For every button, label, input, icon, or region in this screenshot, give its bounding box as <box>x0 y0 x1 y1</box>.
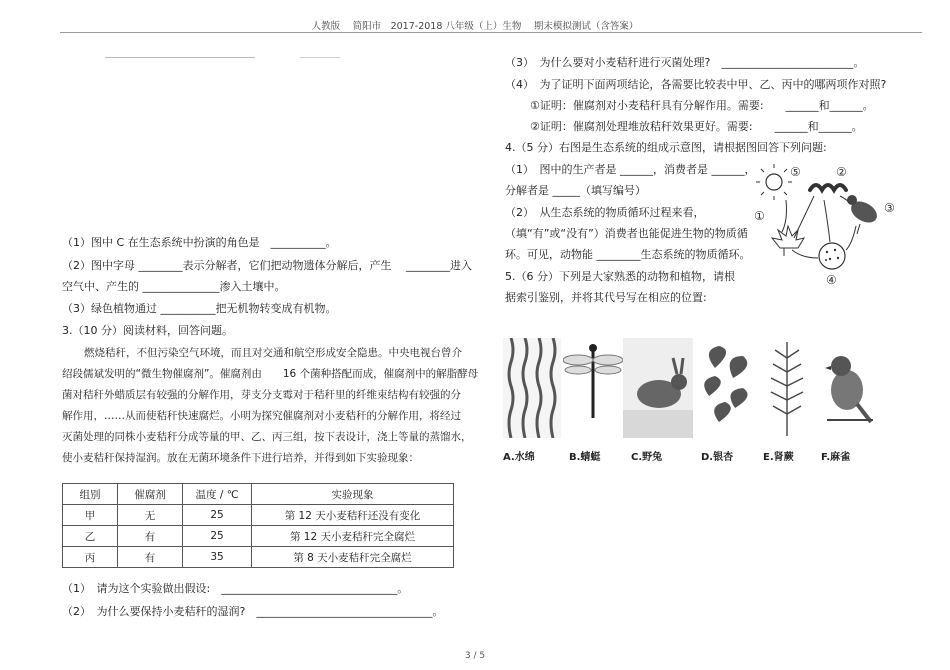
faint-line <box>300 57 340 58</box>
question-3-3: （3） 为什么要对小麦秸秆进行灭菌处理? ________________________。 <box>505 56 865 69</box>
passage-line: 绍段儒斌发明的“微生物催腐剂”。催腐剂由 16 个菌种搭配而成，催腐剂中的解脂酵母 <box>62 368 479 380</box>
faint-line <box>105 57 255 58</box>
question-3-2: （2） 为什么要保持小麦秸秆的湿润? ________________________________。 <box>62 605 444 618</box>
passage-line: 解作用，……从而使秸秆快速腐烂。小明为探究催腐剂对小麦秸秆的分解作用，将经过 <box>62 410 461 422</box>
ecosystem-diagram <box>752 160 902 290</box>
question-2-3: （3）绿色植物通过 __________把无机物转变成有机物。 <box>62 302 337 315</box>
experiment-table <box>62 483 454 568</box>
page-header: 人教版 简阳市 2017-2018 八年级（上）生物 期末模拟测试（含答案） <box>311 21 639 32</box>
dragonfly-image <box>563 338 623 438</box>
header-rule <box>60 32 922 33</box>
question-4-2-cont: （填“有”或“没有”）消费者也能促进生物的物质循 <box>505 227 748 240</box>
diagram-label-3: ③ <box>884 201 895 215</box>
bird-icon <box>847 195 881 234</box>
diagram-label-1: ① <box>754 209 765 223</box>
fern-image <box>759 338 815 438</box>
page-number: 3 / 5 <box>464 651 486 661</box>
passage-line: 菌对秸秆外蜡质层有较强的分解作用，芽支分支霉对于秸秆里的纤维束结构有较强的分 <box>62 389 461 401</box>
table-cell: 无 <box>118 505 183 526</box>
plant-icon <box>772 226 804 256</box>
sun-icon <box>756 164 792 200</box>
question-5-cont: 据索引鉴别，并将其代号写在相应的位置: <box>505 291 707 304</box>
table-cell: 第 12 天小麦秸秆完全腐烂 <box>252 526 454 547</box>
question-3-4: （4） 为了证明下面两项结论，各需要比较表中甲、乙、丙中的哪两项作对照? <box>505 78 887 91</box>
proof-1: ①证明：催腐剂对小麦秸秆具有分解作用。需要: ______和______。 <box>530 99 874 112</box>
table-cell: 25 <box>183 526 252 547</box>
sparrow-image <box>817 338 875 438</box>
spirogyra-image <box>503 338 561 438</box>
table-cell: 乙 <box>63 526 118 547</box>
caption-c: C.野兔 <box>631 452 663 463</box>
table-cell: 有 <box>118 547 183 568</box>
organism-photos <box>503 338 875 464</box>
ginkgo-image <box>695 338 755 438</box>
passage-line: 使小麦秸秆保持湿润。放在无菌环境条件下进行培养，并得到如下实验现象： <box>62 452 419 464</box>
diagram-label-2: ② <box>836 165 847 179</box>
table-cell: 第 12 天小麦秸秆还没有变化 <box>252 505 454 526</box>
table-cell: 有 <box>118 526 183 547</box>
question-2-1: （1）图中 C 在生态系统中扮演的角色是 __________。 <box>62 236 337 249</box>
table-header-row <box>63 484 454 505</box>
table-header: 组别 <box>63 484 118 505</box>
table-header: 实验现象 <box>252 484 454 505</box>
table-row <box>63 505 454 526</box>
table-row <box>63 526 454 547</box>
caption-d: D.银杏 <box>701 452 734 463</box>
question-3-title: 3.（10 分）阅读材料，回答问题。 <box>62 324 233 337</box>
question-2-2-cont: 空气中、产生的 ______________渗入土壤中。 <box>62 280 286 293</box>
caption-e: E.肾蕨 <box>763 452 794 463</box>
cycle-arrows <box>782 196 856 258</box>
passage-line: 燃烧秸秆，不但污染空气环境，而且对交通和航空形成安全隐患。中央电视台曾介 <box>84 347 462 359</box>
caption-a: A.水绵 <box>503 452 535 463</box>
hare-image <box>623 338 693 438</box>
question-4-2: （2） 从生态系统的物质循环过程来看， <box>505 206 705 219</box>
caterpillar-icon <box>810 185 846 190</box>
decomposer-icon <box>819 243 845 269</box>
table-header: 催腐剂 <box>118 484 183 505</box>
caption-b: B.蜻蜓 <box>569 452 601 463</box>
diagram-label-4: ④ <box>826 273 837 287</box>
proof-2: ②证明：催腐剂处理堆放秸秆效果更好。需要: ______和______。 <box>530 120 863 133</box>
question-3-1: （1） 请为这个实验做出假设: ________________________________。 <box>62 582 409 595</box>
table-cell: 丙 <box>63 547 118 568</box>
table-cell: 35 <box>183 547 252 568</box>
question-4-2-cont2: 环。可见，动物能 ________生态系统的物质循环。 <box>505 248 751 261</box>
question-4-1: （1） 图中的生产者是 ______，消费者是 ______， <box>505 163 756 176</box>
table-cell: 第 8 天小麦秸秆完全腐烂 <box>252 547 454 568</box>
table-row <box>63 547 454 568</box>
table-cell: 甲 <box>63 505 118 526</box>
question-4-1-cont: 分解者是 _____（填写编号） <box>505 184 646 197</box>
question-4-title: 4.（5 分）右图是生态系统的组成示意图，请根据图回答下列问题: <box>505 141 827 154</box>
diagram-label-5: ⑤ <box>790 165 801 179</box>
question-5-title: 5.（6 分）下列是大家熟悉的动物和植物，请根 <box>505 270 735 283</box>
table-header: 温度 / ℃ <box>183 484 252 505</box>
table-cell: 25 <box>183 505 252 526</box>
passage-line: 灭菌处理的同株小麦秸秆分成等量的甲、乙、丙三组，按下表设计，浇上等量的蒸馏水， <box>62 431 472 443</box>
caption-f: F.麻雀 <box>821 452 851 463</box>
question-2-2: （2）图中字母 ________表示分解者，它们把动物遗体分解后，产生 ________进入 <box>62 259 472 272</box>
